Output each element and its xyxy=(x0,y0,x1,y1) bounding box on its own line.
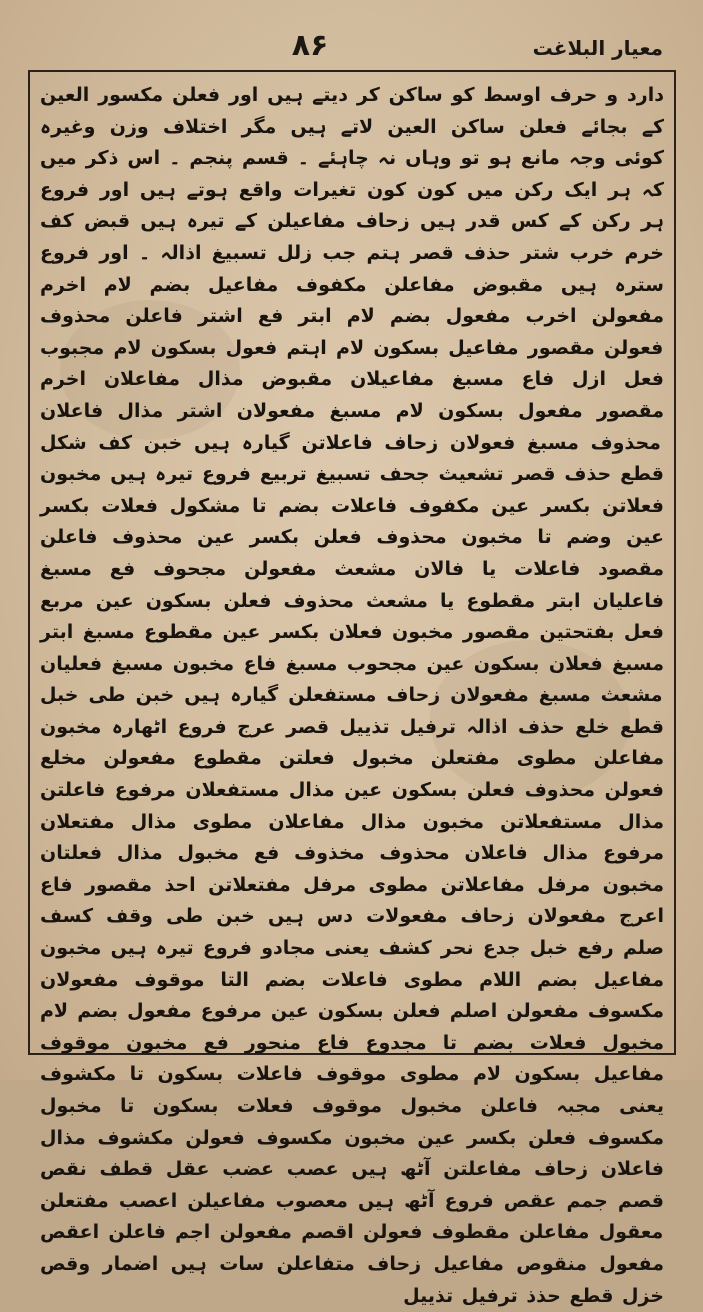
body-text xyxy=(40,80,664,1312)
text-line: مربع فعل بفتحتین مقصور مخبون فعلان بکسر عین مقطوع مسبغ ابتر مسبغ فعلان بسکون عین مجحوب xyxy=(40,589,664,675)
text-line: فروع تیرہ ہیں مخبون مفاعیل بضم اللام مطوی فاعلات بضم التا موقوف مفعولان مکسوف مفعولن xyxy=(40,937,664,1023)
text-line: بضم تا مشکول فعلات بکسر عین وضم تا مخبون محذوف فعلن بکسر عین محذوف فاعلن مقصود فاعلات xyxy=(40,494,664,580)
text-line: فعلتن مقطوع مفعولن مخلع فعولن محذوف فعلن بسکون عین مذال مستفعلان مرفوع فاعلتن مذال xyxy=(40,747,664,833)
page-number: ۸۶ xyxy=(291,28,329,63)
text-line: کس قدر ہیں زحاف مفاعیلن کے تیرہ ہیں قبض کف خرم خرب شتر حذف قصر ہتم جب زلل xyxy=(40,210,664,264)
text-line: فع مخبول مذال فعلتان مخبون مرفل مفاعلاتن مطوی مرفل مفتعلاتن احذ مقصور فاع اعرج مفعولان xyxy=(40,842,664,928)
text-line: مستفعلاتن مخبون مذال مفاعلان مطوی مذال مفتعلان مرفوع مذال فاعلان محذوف مخذوف xyxy=(40,810,665,865)
text-frame xyxy=(28,70,676,1307)
text-line: قطع حذف قصر تشعیث جحف تسبیغ تربیع فروع تیرہ ہیں مخبون فعلاتن بکسر عین مکفوف فاعلات xyxy=(40,463,664,517)
text-line: فعلات بسکون تا مخبول مکسوف فعلن بکسر عین مخبون مکسوف فعولن مکشوف مذال فاعلان xyxy=(40,1095,664,1181)
text-line: قطع خلع حذف اذالہ ترفیل تذییل قصر عرج فروع اٹھارہ مخبون مفاعلن مطوی مفتعلن مخبول xyxy=(40,715,664,770)
text-line: مفعول منقوص مفاعیل زحاف متفاعلن سات ہیں اضمار وقص خزل قطع حذذ ترفیل تذییل xyxy=(40,1252,664,1307)
text-line: یا فالان مشعث مفعولن مجحوف فع مسبغ فاعلیان ابتر مقطوع یا مشعث محذوف فعلن بسکون عین xyxy=(40,557,664,612)
text-line: معصوب مفاعیلن اعصب مفتعلن معقول مفاعلن مقطوف فعولن اقصم مفعولن اجم فاعلن اعقص xyxy=(40,1189,664,1244)
text-line: بضم لام ابتر فع اشتر فاعلن محذوف فعولن مقصور مفاعیل بسکون لام اہتم فعول بسکون لام مجبوب xyxy=(40,305,664,359)
text-line: مگر اختلاف وزن وغیرہ کوئی وجہ مانع ہو تو وہاں نہ چاہئے ۔ xyxy=(40,115,664,170)
text-line: زحاف مفعولات دس ہیں خبن طی وقف کسف صلم رفع خبل جدع نحر کشف یعنی مجادو xyxy=(40,905,664,960)
text-line: مسبغ فاع مخبون مسبغ فعلیان مشعث مسبغ مفعولان زحاف مستفعلن گیارہ ہیں خبن طی خبل xyxy=(40,652,663,707)
text-line: مفعولان اشتر مذال فاعلان محذوف مسبغ فعولان زحاف فاعلاتن گیارہ ہیں خبن کف شکل xyxy=(40,399,661,454)
text-line: اصلم فعلن بسکون عین مرفوع مفعول بضم لام مخبول فعلات بضم تا مجدوع فاع منحور فع مخبون xyxy=(40,1000,664,1054)
text-line: فعل ازل فاع مسبغ مفاعیلان مقبوض مذال مفاعلان اخرم مقصور مفعول بسکون لام مسبغ xyxy=(40,368,664,422)
text-line: قسم پنجم ۔ اس ذکر میں کہ ہر ایک رکن میں کون کون تغیرات واقع ہوتے ہیں اور فروع ہر رکن کے xyxy=(40,147,664,233)
text-line: دارد و حرف اوسط کو ساکن کر دیتے ہیں اور فعلن مکسور العین کے بجائے فعلن ساکن العین لاتے ہیں xyxy=(40,84,664,138)
text-line: تسبیغ اذالہ ۔ اور فروع سترہ ہیں مقبوض مفاعلن مکفوف مفاعیل بضم لام اخرم مفعولن اخرب مفعول xyxy=(40,241,664,328)
text-line: موقوف مفاعیل بسکون لام مطوی موقوف فاعلات بسکون تا مکشوف یعنی مجبہ فاعلن مخبول موقوف xyxy=(40,1031,664,1117)
text-line: زحاف مفاعلتن آٹھ ہیں عصب عضب عقل قطف نقص قصم جمم عقص فروع آٹھ ہیں xyxy=(40,1158,664,1212)
running-title: معیار البلاغت xyxy=(532,36,663,60)
